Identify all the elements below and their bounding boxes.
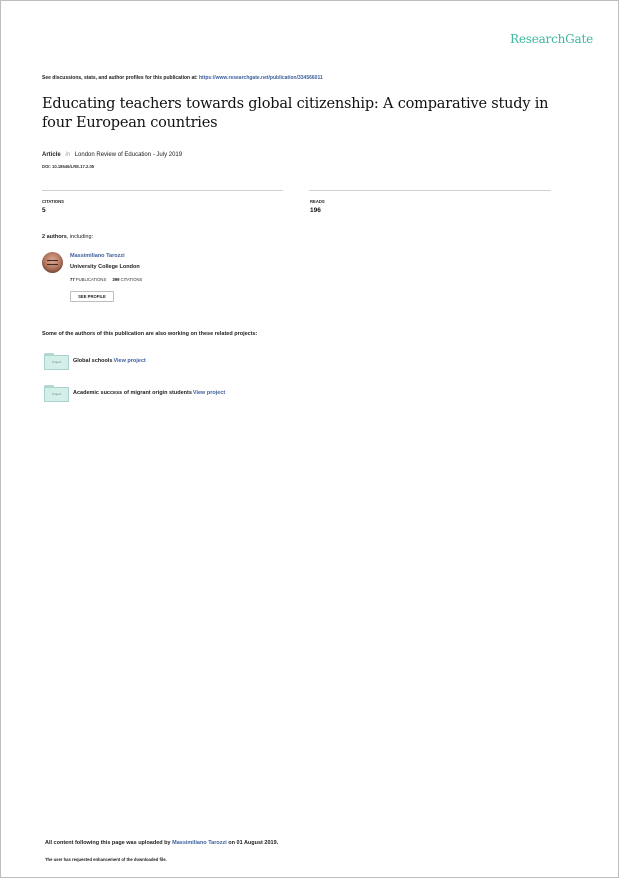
reads-value: 196 [310, 207, 321, 214]
publication-url-link[interactable]: https://www.researchgate.net/publication/334566011 [198, 75, 323, 81]
project-item [44, 351, 146, 371]
article-info-line [42, 152, 182, 158]
uploader-link[interactable]: Massimiliano Tarozzi [172, 840, 227, 846]
author-publications-label: PUBLICATIONS [75, 277, 107, 282]
publication-type: Article [42, 152, 61, 158]
author-institution: University College London [70, 264, 140, 270]
publication-title: Educating teachers towards global citizenship: A comparative study in four European countries [42, 96, 549, 131]
author-citations-label: CITATIONS [120, 277, 143, 282]
avatar-glasses [47, 260, 58, 265]
in-label: in [65, 152, 71, 158]
reads-label: READS [310, 199, 325, 204]
author-avatar[interactable] [42, 252, 63, 273]
project-folder-icon [44, 385, 69, 402]
uploaded-suffix: on 01 August 2019. [226, 840, 279, 846]
researchgate-logo[interactable]: ResearchGate [510, 32, 594, 46]
project-icon-label: Project [44, 355, 69, 370]
author-stats [70, 277, 142, 282]
author-citations-count: 399 [112, 277, 120, 282]
uploaded-prefix: All content following this page was uploaded by [45, 840, 173, 846]
uploaded-by-line [45, 840, 278, 846]
project-item [44, 383, 225, 403]
see-discussions-line [42, 75, 323, 81]
project-icon-label: Project [44, 387, 69, 402]
see-discussions-text: See discussions, stats, and author profiles for this publication at: [42, 75, 198, 81]
authors-count: 2 authors [42, 234, 67, 240]
project-folder-icon [44, 353, 69, 370]
authors-summary [42, 234, 93, 240]
citations-divider [42, 190, 283, 191]
citations-value: 5 [42, 207, 46, 214]
view-project-link[interactable]: View project [113, 358, 146, 364]
publication-venue: London Review of Education - July 2019 [74, 152, 183, 158]
related-projects-heading: Some of the authors of this publication are also working on these related projects: [42, 331, 258, 337]
authors-including: , including: [66, 234, 94, 240]
citations-label: CITATIONS [42, 199, 64, 204]
publication-doi: DOI: 10.18546/LRE.17.2.05 [42, 164, 95, 169]
project-name: Academic success of migrant origin students [73, 390, 192, 396]
author-publications-count: 77 [70, 277, 75, 282]
view-project-link[interactable]: View project [192, 390, 226, 396]
see-profile-button[interactable]: SEE PROFILE [70, 291, 114, 302]
reads-divider [309, 190, 551, 191]
project-name: Global schools [73, 358, 113, 364]
author-name-link[interactable]: Massimiliano Tarozzi [70, 253, 125, 259]
enhancement-note: The user has requested enhancement of the downloaded file. [45, 857, 167, 862]
